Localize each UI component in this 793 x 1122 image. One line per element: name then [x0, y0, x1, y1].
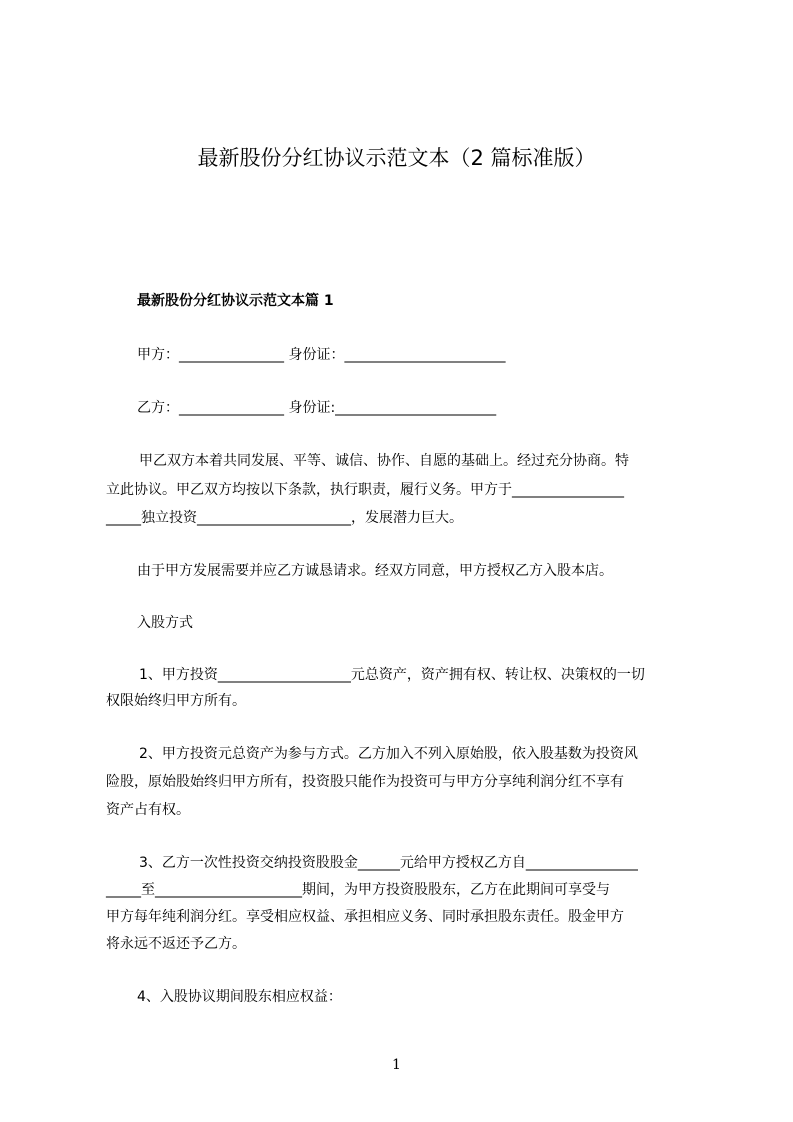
- item-line: 权限始终归甲方所有。: [106, 693, 246, 709]
- paragraph-line: 甲乙双方本着共同发展、平等、诚信、协作、自愿的基础上。经过充分协商。特: [139, 453, 629, 469]
- item-line: 2、甲方投资元总资产为参与方式。乙方加入不列入原始股，依入股基数为投资风: [139, 746, 638, 762]
- item-line: 4、入股协议期间股东相应权益：: [137, 989, 342, 1005]
- item-line: 甲方每年纯利润分红。享受相应权益、承担相应义务、同时承担股东责任。股金甲方: [106, 909, 624, 925]
- item-line: 险股，原始股始终归甲方所有，投资股只能作为投资可与甲方分享纯利润分红不享有: [106, 774, 624, 790]
- page-number: 1: [392, 1057, 401, 1073]
- page-title: 最新股份分红协议示范文本（2 篇标准版）: [197, 146, 596, 170]
- section-title: 最新股份分红协议示范文本篇 1: [137, 293, 334, 309]
- subheading: 入股方式: [137, 615, 193, 631]
- item-line: 1、甲方投资___________________元总资产，资产拥有权、转让权、决策权的一切: [139, 667, 645, 683]
- item-line: _____至_____________________期间，为甲方投资股股东，乙方在此期间可享受与: [106, 882, 610, 898]
- item-line: 资产占有权。: [106, 802, 190, 818]
- party-a-line: 甲方：_______________ 身份证：_______________________: [137, 347, 506, 363]
- paragraph-line: _____独立投资______________________，发展潜力巨大。: [106, 510, 463, 526]
- paragraph-line: 由于甲方发展需要并应乙方诚恳请求。经双方同意，甲方授权乙方入股本店。: [137, 563, 613, 579]
- party-b-line: 乙方：_______________ 身份证:_______________________: [137, 400, 497, 416]
- item-line: 3、乙方一次性投资交纳投资股股金______元给甲方授权乙方自________________: [139, 855, 638, 871]
- item-line: 将永远不返还予乙方。: [106, 936, 246, 952]
- paragraph-line: 立此协议。甲乙双方均按以下条款，执行职责，履行义务。甲方于________________: [106, 482, 624, 498]
